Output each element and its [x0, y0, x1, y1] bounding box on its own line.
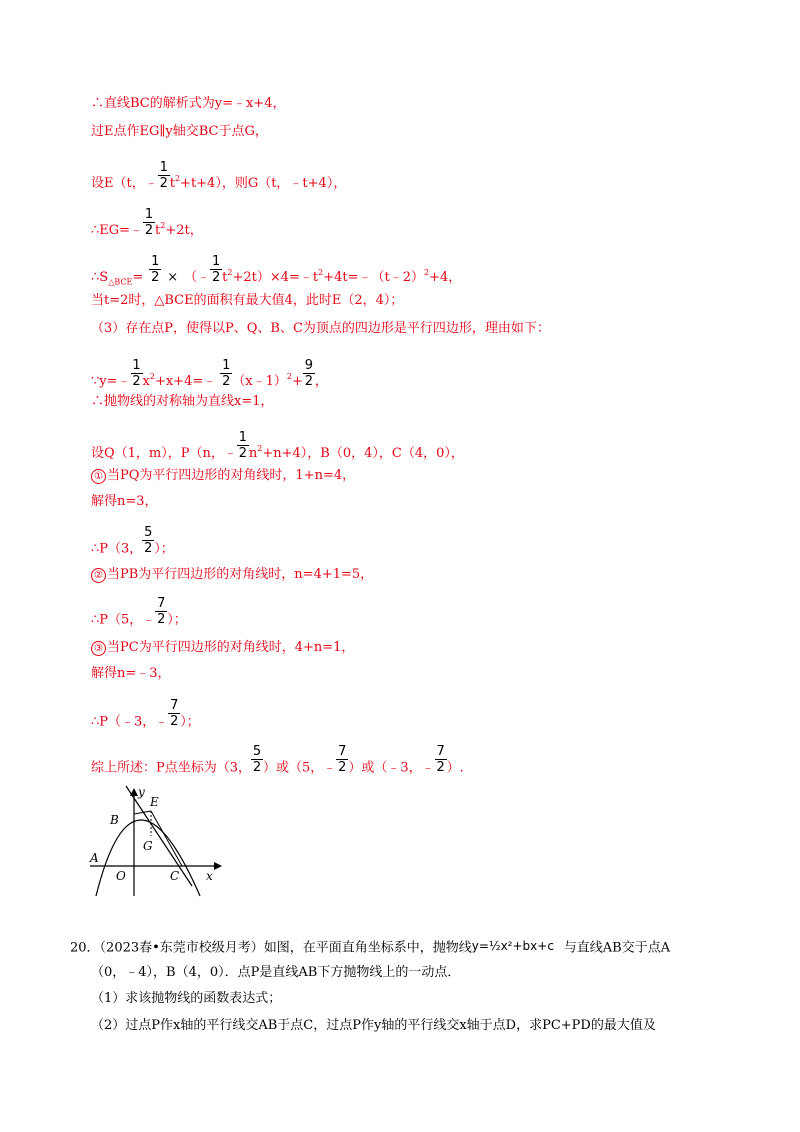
question-line-3: （1）求该抛物线的函数表达式；	[91, 991, 282, 1006]
solution-line-8: ∵y=﹣ $\frac{1}{2}$ $x^2+x+4=﹣$ $\frac{1}{2}$ （x﹣1）$^2$+ $\frac{9}{2}$ ，	[91, 357, 328, 389]
fraction-seven-halves: $\frac{7}{2}$	[436, 744, 445, 775]
solution-line-5: $\therefore S_{\triangle BCE}=$ $\frac{1}{2}$ × （﹣ $\frac{1}{2}$ $t^2+2t)\times 4=﹣t^2+4t=﹣(t﹣2)^2+4$，	[91, 253, 462, 287]
solution-line-7: （3）存在点P，使得以P、Q、B、C为顶点的四边形是平行四边形，理由如下：	[91, 321, 550, 336]
solution-line-18: ∴P（﹣3，﹣ $\frac{7}{2}$ ）；	[91, 698, 200, 730]
label-x: x	[206, 869, 213, 883]
parabola-figure	[84, 784, 224, 898]
solution-line-12: 解得n=3，	[91, 494, 158, 509]
fraction-five-halves: $\frac{5}{2}$	[252, 744, 262, 775]
fraction-nine-halves: $\frac{9}{2}$	[304, 357, 313, 389]
solution-line-19: 综上所述：P点坐标为（3， $\frac{5}{2}$ ）或（5，﹣ $\frac{7}{2}$ ）或（﹣3，﹣ $\frac{7}{2}$ ）.	[91, 744, 464, 776]
fraction-half: $\frac{1}{2}$	[238, 429, 248, 461]
parabola	[96, 820, 200, 896]
solution-line-13: ∴P（3， $\frac{5}{2}$ ）；	[91, 525, 174, 557]
solution-line-1: ∴直线BC的解析式为y=﹣x+4，	[91, 96, 286, 111]
parabola-graph	[84, 784, 224, 898]
solution-line-3: 设E（t，﹣ $\frac{1}{2}$ $t^2+t+4$），则G（t，﹣t+4），	[91, 159, 347, 191]
question-line-4: （2）过点P作x轴的平行线交AB于点C，过点P作y轴的平行线交x轴于点D，求PC+PD的最大值及	[91, 1018, 656, 1033]
parabola-equation: y=½x²+bx+c	[471, 939, 554, 953]
fraction-seven-halves: $\frac{7}{2}$	[338, 744, 347, 775]
solution-line-9: ∴抛物线的对称轴为直线x=1，	[91, 394, 274, 409]
fraction-half: $\frac{1}{2}$	[132, 357, 141, 389]
label-a: A	[90, 851, 99, 865]
solution-line-10: 设Q（1，m），P（n，﹣ $\frac{1}{2}$ $n^2+n+4$），B（0，4），C（4，0），	[91, 429, 464, 461]
solution-line-4: ∴EG=﹣ $\frac{1}{2}$ $t^2+2t$，	[91, 206, 203, 238]
label-e: E	[150, 795, 159, 809]
label-y: y	[138, 785, 145, 799]
fraction-half: $\frac{1}{2}$	[159, 159, 168, 191]
fraction-half: $\frac{1}{2}$	[222, 357, 231, 389]
question-line-1: 20．（2023春•东莞市校级月考）如图，在平面直角坐标系中，抛物线y=½x²+bx+c 与直线AB交于点A	[70, 938, 670, 958]
fraction-half: $\frac{1}{2}$	[212, 253, 221, 285]
label-b: B	[110, 813, 119, 827]
solution-line-6: 当t=2时，△BCE的面积有最大值4，此时E（2，4）；	[91, 293, 404, 308]
solution-line-2: 过E点作EG∥y轴交BC于点G，	[91, 124, 268, 139]
fraction-five-halves: $\frac{5}{2}$	[144, 525, 153, 556]
segment-ec	[151, 811, 182, 866]
label-o: O	[116, 869, 126, 883]
solution-line-16: ③ 当PC为平行四边形的对角线时，4+n=1，	[91, 640, 354, 656]
fraction-half: $\frac{1}{2}$	[151, 253, 160, 285]
label-c: C	[170, 869, 180, 883]
line-bc	[126, 786, 192, 886]
fraction-half: $\frac{1}{2}$	[144, 206, 154, 238]
solution-line-15: ∴P（5，﹣ $\frac{7}{2}$ ）；	[91, 596, 187, 628]
fraction-seven-halves: $\frac{7}{2}$	[157, 596, 166, 627]
question-line-2: （0，﹣4），B（4，0）．点P是直线AB下方抛物线上的一动点．	[91, 965, 461, 980]
solution-line-17: 解得n=﹣3，	[91, 666, 171, 681]
solution-line-14: ② 当PB为平行四边形的对角线时，n=4+1=5，	[91, 567, 373, 583]
fraction-seven-halves: $\frac{7}{2}$	[170, 698, 179, 729]
solution-line-11: ① 当PQ为平行四边形的对角线时，1+n=4，	[91, 468, 355, 484]
label-g: G	[143, 839, 153, 853]
